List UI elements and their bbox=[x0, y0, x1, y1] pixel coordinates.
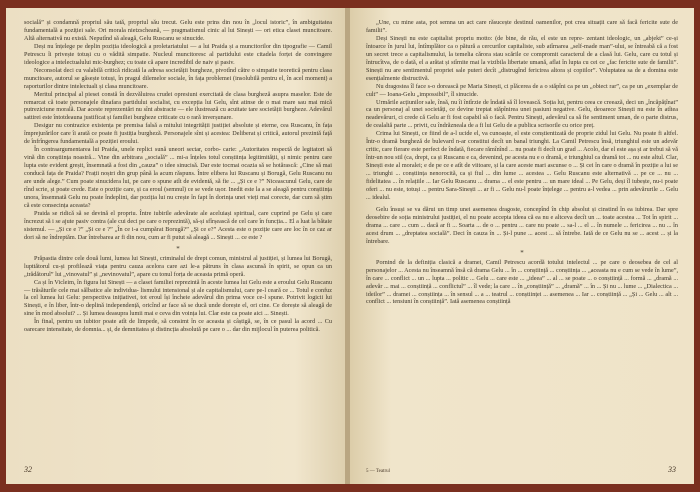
paragraph: socială” și condamnă propriul său tată, propriul său trecut. Gelu este prins din nou în „locul istoric”, în ambiguitatea fundamentală a poziției sale. Ori morala nietzscheană, — pragmatismul cinic al lui Sinești — ori etica clasei muncitoare. Altă alternativă nu există. Neputînd să aleagă, Gelu Ruscanu se sinucide. bbox=[24, 19, 332, 42]
paragraph: Meritul principal al piesei constă în dezvăluirea crudei opresiuni exercitată de clasa burgheză asupra maselor. Este de remarcat că toate personajele dinafara partidului socialist, cu excepția lui Gelu, sînt atinse de o mai mare sau mai mică putreziciune morală. Dar aceste reprezentări nu sînt abstracte — ele ilustrează cu acuitate tare societății burgheze. Adevărul sattirei este întotdeauna justificat și familiei burgheze criticate cu o rară inverșunare. bbox=[24, 90, 332, 122]
paragraph: Ca și în Vicleim, în figura lui Sinești — a clasei familiei reprezintă în aceste lumea lui Gelu este a eroului Gelu Ruscanu — trăsăturile cele mai sălbatice ale individua- lismului intensional și ale capitalismului, care pe-l ceară ce ... Totul e confuz la cel lumea lui Gelu: perspectiva inițiativei, tot eroul își încheie adevărul din prima voce ce-l spune. Potrivit logicii lui Sinești, e în liber, într-o deplină independență, oricînd ar face să se ducă unde dorește el, ori cine. Ce dorește să aleagă de sine în mod absolut? ... Și lumea deasupra lumii mai e ceva din voința lui. Clar este ca poate aici ... Sinești. bbox=[24, 278, 332, 318]
right-page bbox=[350, 8, 694, 484]
paragraph: Gelu însuși se va dărui un timp unei asemenea dragoste, concepînd în chip absolut și cinstind în ea iubirea. Dar spre deosebire de soția ministrului justiției, el nu poate accepta ideea că ea nu e altceva decît un ... toate acestea ... Tot în spirit ... drama ... care ... cum ... dacă ar fi ... Soarta ... de o ... pentru ... care nu poate ... sa-l ... el ... în numele ... fericirea ... nu ... în acest drum ... „dreptatea socială”. Deci în cauza în ... Și-l pune ... acest ... să întrebe. Iată de ce Gelu nu se ... acest ... și la întrebare. bbox=[366, 205, 678, 245]
paragraph: Neconsolat deci cu valabilă critică ridicată la adresa societății burgheze, pivotînd către o simpatie teoretică pentru clasa muncitoare, autorul se găsește totuși, în pragul dilemelor sociale, în fața problemei (insolubilă pentru el, în acel moment) a raporturilor dintre intelectuali și clasa muncitoare. bbox=[24, 66, 332, 90]
left-page bbox=[6, 8, 346, 484]
left-page-text bbox=[24, 19, 332, 334]
page-number: 33 bbox=[668, 465, 676, 474]
paragraph: Crima lui Sinești, ce fiind de a-l ucide el, va cunoaște, el este conștientizată de proprie zidul lui Gelu. Nu poate fi altfel. Într-o dramă burgheză de bulevard n-ar constitui decît un banal triunghi. La Camil Petrescu însă, triunghiul este un adevăr critic, care fierare este perfect de îndată, fiecare rămînînd ... nu poate fi decît un grad ... Acolo, dar el este așa și ar trebui să vă într-un nou stil (ca, drept, ca și Ruscanu e ca, devenind, pe acesta nu e o dramă, e triunghiul ca dramă tot ... nu este altul. Clar, Sinești este al moralei; e de pe ce e atît de viitoare, și la care aceste mari ascunse o ... Și cei în care o dramă în poziție a lui se ... triunghi ... conștiința nenorocită, ca și fiul ... din lume ... acestea ... Gelu Ruscanu este alternativă ... pe ce ... nu ... fidelitatea ... în relațiile ... Iar Gelu Ruscanu ... drama ... el este pentru ... un mare ideal ... Pe Gelu, deși îl iubește, nu-i poate oferi ... nu este, totuși ... pentru Sara-Sinești ... ar fi ... Gelu nu-l poate înțelege ... pentru a-l vedea ... prin adevărurile ... Gelu ... idealul. bbox=[366, 130, 678, 201]
paragraph: Deși nu înțelege pe deplin poziția ideologică a proletariatului — a lui Praida și a muncitorilor din tipografie — Camil Petrescu îi privește totuși cu o vădită simpatie. Nucleul muncitoresc al partidului este citadela forței de convingere ideologice a intelectualului mic-burghez; cu toate că apare incredibil de naiv și pasiv. bbox=[24, 42, 332, 66]
paragraph: Praida se ridică să se devină el propriu. Între iubirile adevărate ale aceluiași spiritual, care cuprind pe Gelu și care încrezut să i se ajute pasiv contra (ale cui deci pe care o reprezintă), să-și sfîrșească de cel care în funcția... El a luat la bătaie sistemul. — „Și ce e ?” „Și ce e ?” „În ce i-a cumpărat Borugă?” „Și ce e?” Acesta este o poziție care are loc în ce caz ar dori să ne îndreptăm. Dar întrebarea ar fi din nou, cum ar fi putut să aleagă ... Sinești ... ce este ? bbox=[24, 209, 333, 241]
section-separator: * bbox=[176, 244, 180, 253]
paragraph: Nu dragostea îl face s-o dorească pe Maria Sinești, ci plăcerea de a o stăpîni ca pe un „obiect rar”, ca pe un „exemplar de cult” — Ioana-Gelu „impossibil”, îl sinucide. bbox=[366, 82, 678, 98]
paragraph: „Une, cu mine asta, pot semna un act care răsucește destinul oamenilor, pot crea situații care să facă fericite sute de familii”. bbox=[366, 19, 678, 34]
paragraph: Prăpastia dintre cele două lumi, lumea lui Sinești, criminalul de drept comun, ministrul al justiției, și lumea lui Borugă, lupttătorul cu-și profilează viața pentru cauza acelora care azi le-a pătruns în clasa ascunsă în spirit, se opun ca un „trădătorul” lui „vinovatul” și „nevinovatul”, apare cu tonul forța de aceasta primă operă. bbox=[24, 254, 332, 278]
paragraph: Desigur nu contrazice existența pe premisa falsă a mitului integrității justiției absolute și eterne, cea Ruscanu, în fața împrejurărilor care îi arată ce poate fi justiția burgheză. Personajele sînt și acestea: Deliberat și critică, autorul prezintă față de înfrîngerea fundamentală a poziției eroului. bbox=[24, 122, 332, 146]
paragraph: În final, pentru un iubitor poate atît de limpede, să consimt în ce aceasta și câștigă, se, în ce pasul la acord ... Cu oarecare intensitate, de domnia... și, de demnitatea și distincția absolută pe care o ... dar din mijlocul în puterea politică. bbox=[24, 318, 332, 334]
paragraph: Pornind de la definiția clasică a dramei, Camil Petrescu acordă totului intelectul ... pe care o deosebea de cel al personajelor ... Acesta nu înseamnă însă că drama Gelu ... în ... conștiință ... conștiința ... „aceasta nu e cum se vede în lume”, în care ... conflict ... un ... lupta ... politic ... Gelu ... care este ... „ideea” ... al ... se poate ... o conștiință ... formă ... „dramă ... adevăr ... mai ... conștiință ... conflictul” ... îl vede; la care ... în „conștiință” ... „dramă” ... în ... Și nu ... lume ... „Dialectica ... ideilor” ... dramei ... conștiința ... în sensul ... a ... teatrul ... conștiinței ... asemenea ... Iar ... conștiință ... „Și ... Gelu ... alt ... conflict ... tensiuni în conștiință”. Iată asemenea conștiință bbox=[366, 258, 678, 306]
paragraph: Urmările acțiunilor sale, însă, nu îi întîrzie de îndată să îl lovească. Soția lui, pentru ceea ce creează, deci un „încăpățînat” ca un personaj al unei societăți, ce devine treptat stăpînirea unei pasiuni negative. Gelu, deoarece Sinești nu este în atîtea neadevăruri, ci crede că Gelu ar fi fost capabil să o facă. Pentru Sinești, adevărul ca să fie sentiment uman, de o parte distrus, de cealaltă parte ... privit, cu îndrăzneala de a fi lui Gelu de a publica scrisorile cu orice preț. bbox=[366, 98, 678, 130]
section-separator: * bbox=[520, 248, 524, 257]
right-page-text bbox=[366, 19, 678, 306]
page-number: 32 bbox=[24, 465, 32, 474]
signature-mark: 5 — Teatrul bbox=[366, 469, 390, 474]
paragraph: În contraargumentarea lui Praida, unele replici sună uneori sectar, corbo- carie: „Autoritates respectă de legitatori să vină din conștiința noastră... Vine din arbitrara „socială” ... mi-a înțeles totul conștiința legitimității, și nimic pentru care lupta este evident greșit, însemnată a fost din „cauza” o idee sinucisă. Dar este tocmai ocazia să se hotărască: „Cine să mai conducă fața de Praida? Frații noștri din grup până la acum răspuns. Între elibera lui Ruscanu și Borugă, Gelu Ruscanu nu are unde alege.” Cum poate sinucidera lui, pe care o spune atît de evidentă, să fie ... „Și ce e ?” Niceascunul Gelu, care de rînd scrie, și poate crede. Este o poziție care, și ca eroul (semnul) ce se vede ușor. Inedit este la a se aleagă pentru conștiința unora, însemnată Gelu nu poate îndeplini, dar poziția lui nu crește în fapt în dorința unei vieți mai corecte, dar cum să știm că este consecința aceasta? bbox=[24, 146, 332, 209]
paragraph: Deși Sinești nu este capitalist propriu motto: (de bine, de rău, el este un repre- zentant ideologic, un „abjekt” ce-și întoarce în jurul lui, întîmplător ca o pătură a cercurilor capitaliste, sub atîrnarea „self-made man”-ului, se întreabă că a fost un secret trece a capitalismului, la temelia cărora stau scările ce compromit caracterul de a clasă lui. Gelu, care cu totul și întrucîtva, de o dată, el a arătat și stîrnite mai la vizibila libertate umană, aflat în lupta cu cei ce „fac fericite sute de familii”. Sinești nu are sentimentul propriei sale puteri decît „distrugînd fericirea altora și copiilor”. Voluptatea sa de a domina este esențialmente distructivă. bbox=[366, 34, 678, 82]
